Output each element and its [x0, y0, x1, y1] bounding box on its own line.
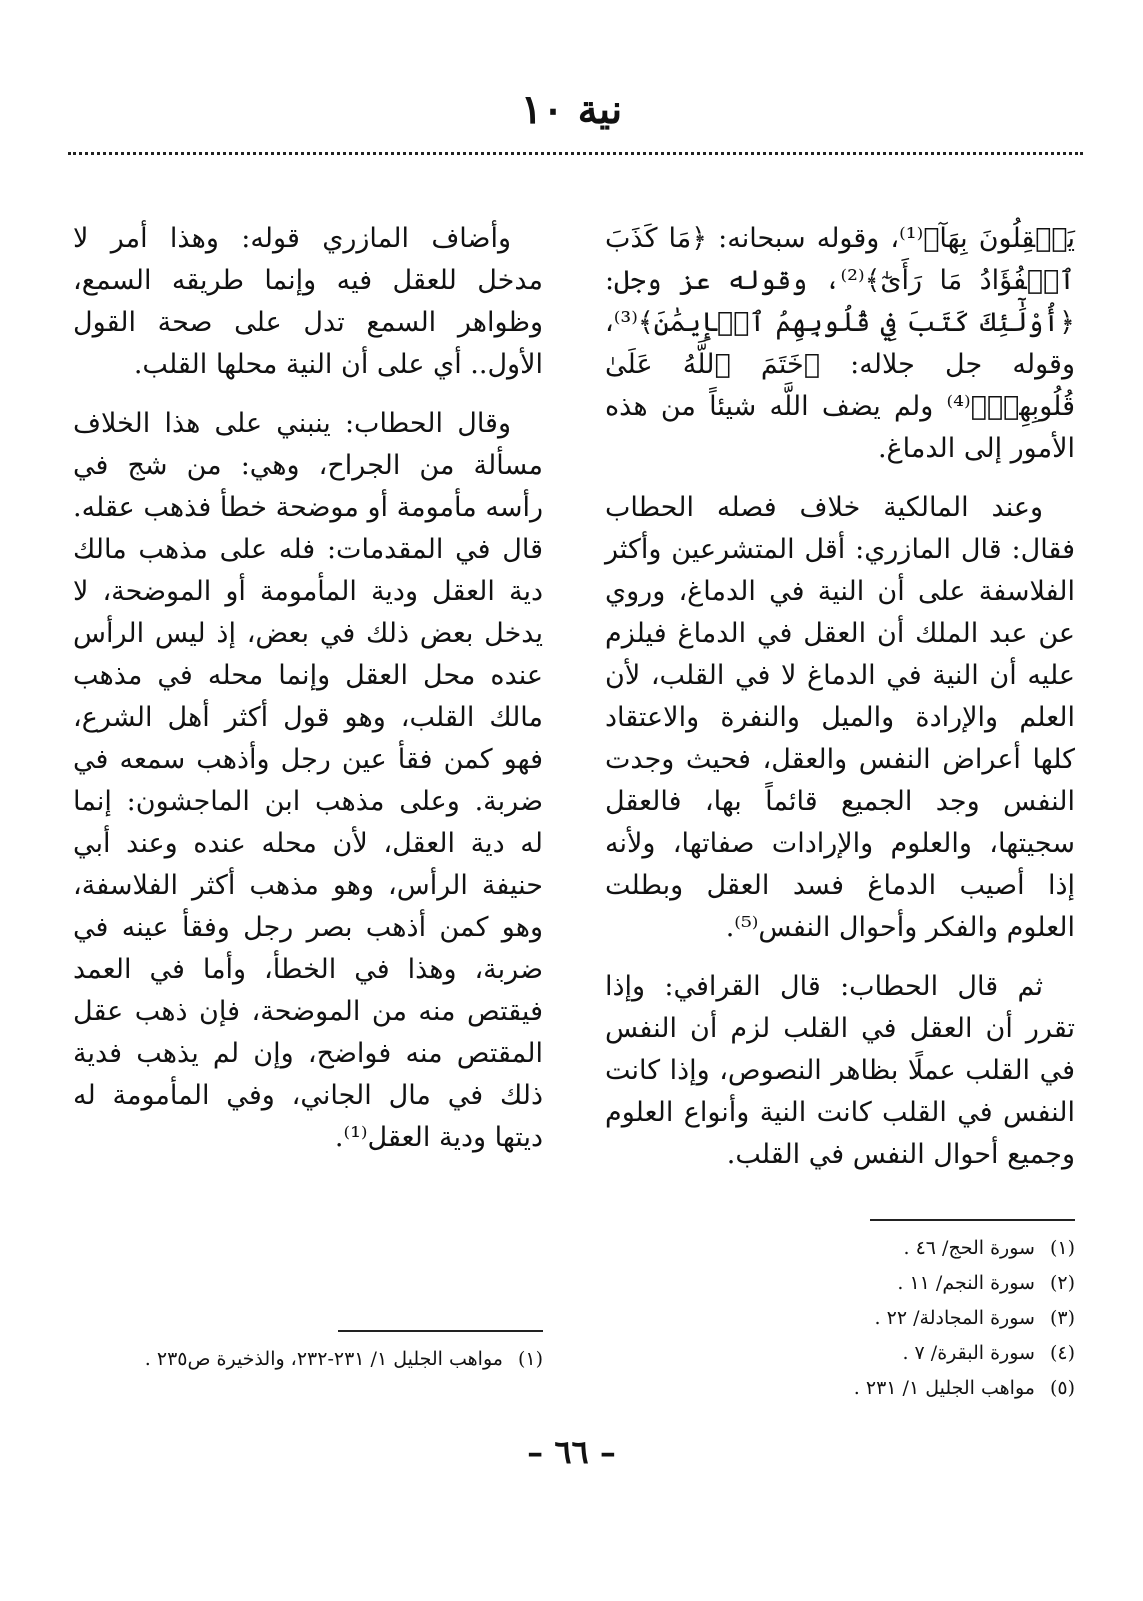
footnote	[605, 1336, 1075, 1371]
left-text-column	[73, 218, 543, 1176]
footnote-text: سورة النجم/ ١١ .	[897, 1272, 1035, 1294]
header-dotted-rule	[68, 152, 1083, 155]
footnote-separator	[870, 1219, 1075, 1221]
footnote	[605, 1231, 1075, 1266]
right-paragraph-3: ثم قال الحطاب: قال القرافي: وإذا تقرر أن العقل في القلب لزم أن النفس في القلب عملًا بظاهر النصوص، وإذا كانت النفس في القلب كانت النية وأنواع العلوم وجميع أحوال النفس في القلب.	[605, 971, 1076, 1170]
footnote	[73, 1342, 543, 1377]
footnote-number: (٤)	[1049, 1342, 1075, 1364]
left-paragraph-2: وقال الحطاب: ينبني على هذا الخلاف مسألة من الجراح، وهي: من شج في رأسه مأمومة أو موضحة خطأ فذهب عقله. قال في المقدمات: فله على مذهب مالك دية العقل ودية المأمومة أو الموضحة، لا يدخل بعض ذلك في بعض، إذ ليس الرأس عنده محل العقل وإنما محله في مذهب مالك القلب، وهو قول أكثر أهل الشرع، فهو كمن فقأ عين رجل وأذهب سمعه في ضربة. وعلى مذهب ابن الماجشون: إنما له دية العقل، لأن محله عنده وعند أبي حنيفة الرأس، وهو مذهب أكثر الفلاسفة، وهو كمن أذهب بصر رجل وفقأ عينه في ضربة، وهذا في الخطأ، وأما في العمد فيقتص منه من الموضحة، فإن ذهب عقل المقتص منه فواضح، وإن لم يذهب فدية ذلك في مال الجاني، وفي المأمومة له ديتها ودية العقل⁽¹⁾.	[73, 408, 543, 1153]
footnote-text: سورة المجادلة/ ٢٢ .	[874, 1307, 1035, 1329]
footnote-text: مواهب الجليل ١/ ٢٣١-٢٣٢، والذخيرة ص٢٣٥ .	[144, 1348, 503, 1370]
footnote-number: (٣)	[1049, 1307, 1075, 1329]
left-footnotes	[73, 1330, 543, 1377]
right-paragraph-2: وعند المالكية خلاف فصله الحطاب فقال: قال المازري: أقل المتشرعين وأكثر الفلاسفة على أن النية في الدماغ، وروي عن عبد الملك أن العقل في الدماغ فيلزم عليه أن النية في الدماغ لا في القلب، لأن العلم والإرادة والميل والنفرة والاعتقاد كلها أعراض النفس والعقل، فحيث وجدت النفس وجد الجميع قائماً بها، فالعقل سجيتها، والعلوم والإرادات صفاتها، ولأنه إذا أصيب الدماغ فسد العقل وبطلت العلوم والفكر وأحوال النفس⁽⁵⁾.	[605, 492, 1075, 943]
right-paragraph-1: يَعۡقِلُونَ بِهَآ﴾⁽¹⁾، وقوله سبحانه: ﴿مَا كَذَبَ ٱلۡفُؤَادُ مَا رَأَىٰٓ﴾⁽²⁾، وقوله عز وجل: ﴿أُوْلَٰٓئِكَ كَتَبَ فِي قُلُوبِهِمُ ٱلۡإِيمَٰنَ﴾⁽³⁾، وقوله جل جلاله: ﴿خَتَمَ ٱللَّهُ عَلَىٰ قُلُوبِهِمۡ﴾⁽⁴⁾ ولم يضف اللَّه شيئاً من هذه الأمور إلى الدماغ.	[605, 223, 1076, 464]
footnote-number: (٥)	[1049, 1377, 1075, 1399]
footnote-text: سورة الحج/ ٤٦ .	[903, 1237, 1035, 1259]
footnote	[605, 1371, 1075, 1406]
right-text-column	[605, 218, 1075, 1193]
page-number: – ٦٦ –	[527, 1433, 616, 1471]
footnote-separator	[338, 1330, 543, 1332]
footnote-number: (١)	[517, 1348, 543, 1370]
footnote-text: مواهب الجليل ١/ ٢٣١ .	[853, 1377, 1035, 1399]
left-paragraph-1: وأضاف المازري قوله: وهذا أمر لا مدخل للعقل فيه وإنما طريقه السمع، وظواهر السمع تدل على صحة القول الأول.. أي على أن النية محلها القلب.	[73, 223, 543, 380]
footnote-number: (١)	[1049, 1237, 1075, 1259]
right-footnotes	[605, 1219, 1075, 1406]
footnote	[605, 1266, 1075, 1301]
footnote-text: سورة البقرة/ ٧ .	[902, 1342, 1035, 1364]
running-header-title: نية ١٠	[520, 86, 623, 133]
footnote-number: (٢)	[1049, 1272, 1075, 1294]
footnote	[605, 1301, 1075, 1336]
